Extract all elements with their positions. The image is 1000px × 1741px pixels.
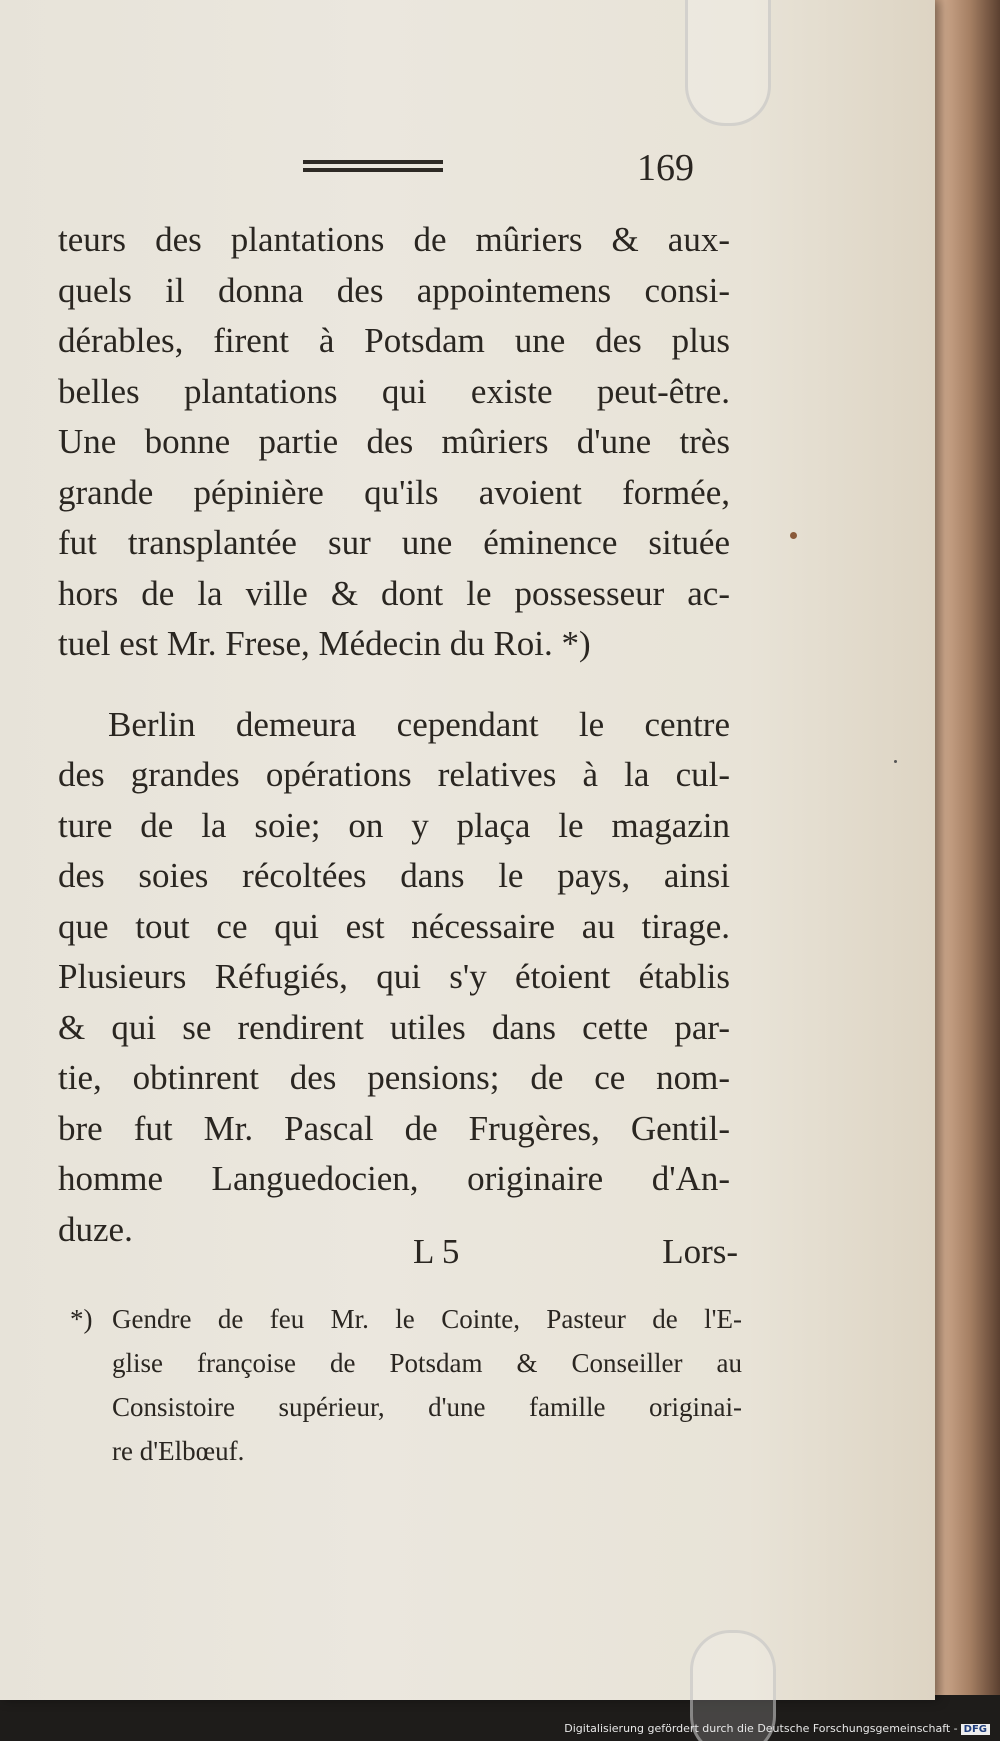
credit-text: Digitalisierung gefördert durch die Deutsche Forschungsgemeinschaft - [564, 1722, 958, 1735]
paper-speck [790, 532, 797, 539]
text-line: teurs des plantations de mûriers & aux- [58, 220, 730, 259]
signature-mark: L 5 [413, 1232, 460, 1271]
text-line: des soies récoltées dans le pays, ainsi [58, 856, 730, 895]
text-line: Berlin demeura cependant le centre [108, 704, 730, 744]
text-line: quels il donna des appointemens consi- [58, 270, 730, 310]
text-line: hors de la ville & dont le possesseur ac- [58, 573, 730, 613]
text-line: & qui se rendirent utiles dans cette par- [58, 1007, 730, 1047]
paper-speck [894, 760, 897, 763]
text-line: fut transplantée sur une éminence située [58, 523, 730, 562]
paragraph-2 [58, 700, 730, 1256]
dfg-logo: DFG [961, 1724, 990, 1735]
footnote-line: Consistoire supérieur, d'une famille originai- [112, 1392, 742, 1422]
text-line: duze. [58, 1209, 133, 1249]
text-line: belles plantations qui existe peut-être. [58, 371, 730, 411]
footnote-line: glise françoise de Potsdam & Conseiller au [112, 1348, 742, 1378]
text-line: homme Languedocien, originaire d'An- [58, 1159, 730, 1198]
digitization-credit [564, 1722, 990, 1735]
text-line: Plusieurs Réfugiés, qui s'y étoient établis [58, 957, 730, 996]
text-line: des grandes opérations relatives à la cul- [58, 755, 730, 794]
text-line: tie, obtinrent des pensions; de ce nom- [58, 1058, 730, 1097]
text-line: ture de la soie; on y plaça le magazin [58, 805, 730, 845]
header-rule [303, 160, 443, 172]
paragraph-1 [58, 215, 730, 670]
catchword: Lors- [662, 1232, 738, 1271]
page-number: 169 [637, 147, 694, 189]
footnote-line: Gendre de feu Mr. le Cointe, Pasteur de l'E- [112, 1304, 742, 1334]
body-text [58, 215, 730, 1255]
glass-clip-top [685, 0, 771, 126]
footnote-mark: *) [70, 1304, 93, 1334]
footnote [112, 1297, 742, 1473]
text-line: tuel est Mr. Frese, Médecin du Roi. *) [58, 624, 591, 663]
text-line: que tout ce qui est nécessaire au tirage. [58, 906, 730, 946]
text-line: Une bonne partie des mûriers d'une très [58, 422, 730, 461]
footnote-line: re d'Elbœuf. [112, 1436, 245, 1466]
text-line: dérables, firent à Potsdam une des plus [58, 321, 730, 360]
text-line: grande pépinière qu'ils avoient formée, [58, 472, 730, 512]
text-line: bre fut Mr. Pascal de Frugères, Gentil- [58, 1108, 730, 1148]
signature-row [58, 1232, 738, 1282]
